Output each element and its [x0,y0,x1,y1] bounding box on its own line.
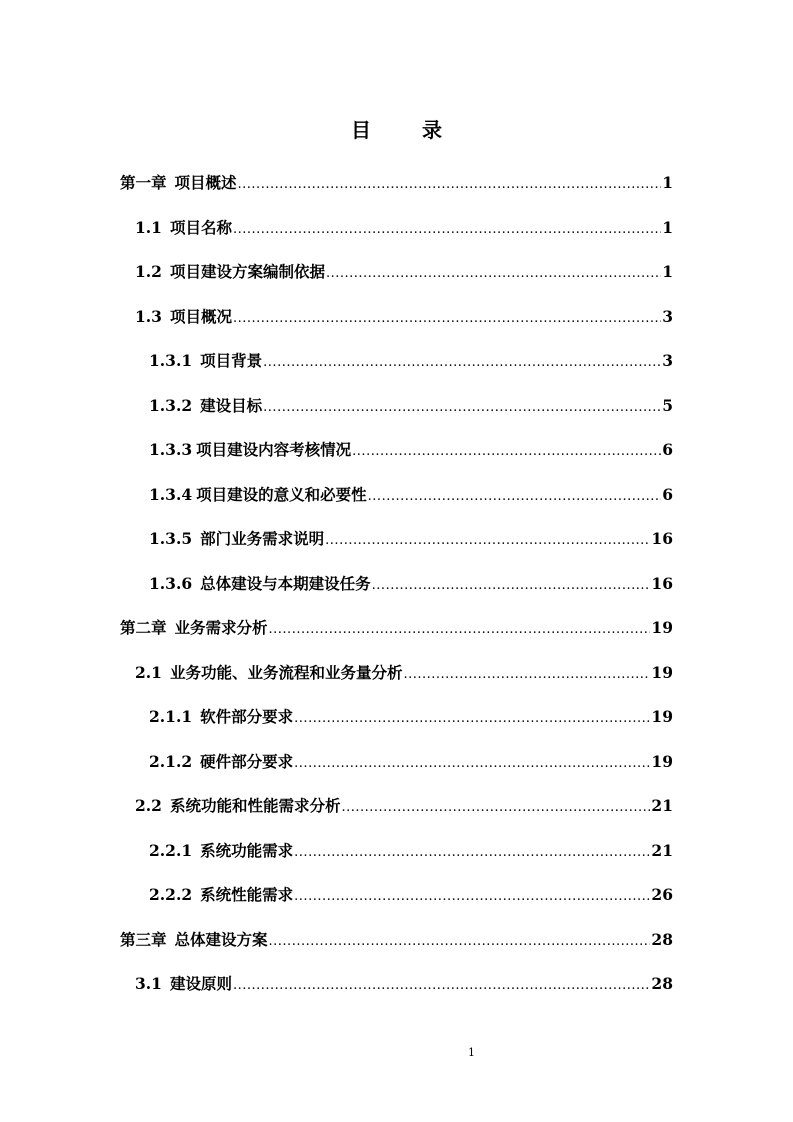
toc-entry-page: 3 [662,306,673,326]
toc-entry-page: 1 [662,173,673,192]
dot-leader [269,618,651,642]
toc-entry-number: 1.2 [135,262,162,281]
toc-entry-3-1[interactable] [0,972,673,1017]
dot-leader [294,752,650,776]
dot-leader [263,396,661,420]
toc-entry-text: 项目建设的意义和必要性 [196,484,367,504]
dot-leader [325,529,650,553]
toc-entry-number: 第一章 [120,173,167,192]
toc-entry-number: 第三章 [120,929,167,949]
toc-entry-number: 1.3.1 [149,351,193,370]
toc-entry-label [149,349,262,373]
toc-entry-page: 6 [662,440,673,459]
toc-entry-number: 1.3.6 [149,573,193,593]
toc-entry-chapter-2[interactable] [0,616,673,661]
toc-entry-2-1[interactable] [0,661,673,706]
toc-entry-page: 1 [662,262,673,281]
toc-entry-text: 业务功能、业务流程和业务量分析 [169,662,403,682]
toc-entry-label [120,171,237,195]
dot-leader [403,663,650,687]
toc-entry-page: 16 [651,529,673,548]
toc-entry-number: 2.2.1 [149,840,193,860]
toc-entry-label [149,527,324,551]
toc-entry-text: 项目概况 [169,306,232,326]
toc-entry-1-3-3[interactable] [0,438,673,483]
toc-entry-number: 2.1.2 [149,751,193,771]
toc-entry-label [135,972,232,996]
toc-entry-text: 部门业务需求说明 [200,529,325,548]
toc-entry-1-2[interactable] [0,260,673,305]
dot-leader [372,574,651,598]
toc-entry-page: 21 [651,840,673,860]
toc-entry-number: 2.2 [135,796,162,815]
toc-entry-number: 2.2.2 [149,885,193,904]
toc-entry-text: 项目名称 [169,217,232,237]
toc-entry-number: 2.1.1 [149,707,193,726]
toc-entry-page: 5 [662,395,673,415]
dot-leader [341,796,650,820]
toc-entry-page: 3 [662,351,673,370]
toc-entry-1-1[interactable] [0,216,673,261]
toc-entry-label [149,750,293,774]
toc-entry-chapter-3[interactable] [0,928,673,973]
toc-entry-label [149,572,371,596]
toc-entry-label [135,794,340,818]
dot-leader [294,841,650,865]
toc-entry-page: 26 [651,885,673,904]
dot-leader [238,173,662,197]
toc-entry-text: 系统功能需求 [200,840,294,860]
toc-entry-text: 硬件部分要求 [200,751,294,771]
dot-leader [368,485,662,509]
page-number: 1 [468,1046,475,1059]
dot-leader [352,440,661,464]
toc-entry-number: 3.1 [135,974,162,993]
toc-entry-text: 软件部分要求 [200,707,294,726]
toc-entry-1-3-1[interactable] [0,349,673,394]
toc-entry-text: 项目背景 [200,351,263,370]
toc-entry-chapter-1[interactable] [0,171,673,216]
toc-entry-2-2-2[interactable] [0,883,673,928]
toc-entry-number: 1.3.3 [149,440,193,459]
toc-entry-text: 系统性能需求 [200,885,294,904]
toc-entry-number: 1.3 [135,306,162,326]
toc-entry-text: 总体建设与本期建设任务 [200,573,371,593]
dot-leader [326,262,661,286]
toc-entry-text: 项目概述 [174,173,237,192]
toc-entry-2-1-2[interactable] [0,750,673,795]
dot-leader [233,218,661,242]
toc-list [0,171,793,1017]
toc-entry-page: 19 [651,751,673,771]
toc-entry-label [135,216,232,240]
toc-entry-1-3[interactable] [0,305,673,350]
dot-leader [233,307,661,331]
toc-entry-label [149,394,262,418]
toc-entry-number: 1.3.5 [149,529,193,548]
toc-entry-page: 19 [651,662,673,682]
toc-entry-page: 19 [651,707,673,726]
toc-title: 目 录 [351,118,464,142]
toc-entry-2-1-1[interactable] [0,705,673,750]
toc-entry-page: 28 [651,929,673,949]
toc-entry-number: 1.1 [135,217,162,237]
toc-entry-page: 28 [651,974,673,993]
toc-entry-page: 19 [651,618,673,637]
toc-entry-2-2-1[interactable] [0,839,673,884]
toc-entry-1-3-6[interactable] [0,572,673,617]
toc-entry-text: 建设原则 [169,974,232,993]
toc-entry-text: 系统功能和性能需求分析 [169,796,341,815]
toc-entry-number: 1.3.4 [149,484,193,504]
toc-entry-label [149,705,293,729]
toc-entry-page: 1 [662,217,673,237]
dot-leader [263,351,661,375]
toc-entry-1-3-4[interactable] [0,483,673,528]
toc-entry-label [120,928,268,952]
toc-entry-text: 总体建设方案 [174,929,268,949]
toc-entry-2-2[interactable] [0,794,673,839]
toc-entry-label [120,616,268,640]
dot-leader [294,885,650,909]
toc-entry-page: 16 [651,573,673,593]
toc-entry-text: 建设目标 [200,395,263,415]
toc-entry-number: 第二章 [120,618,167,637]
toc-entry-text: 项目建设内容考核情况 [196,440,352,459]
toc-entry-number: 1.3.2 [149,395,193,415]
toc-entry-page: 21 [651,796,673,815]
toc-entry-number: 2.1 [135,662,162,682]
toc-entry-text: 业务需求分析 [174,618,268,637]
toc-entry-label [149,438,351,462]
toc-entry-text: 项目建设方案编制依据 [169,262,325,281]
toc-entry-label [135,260,325,284]
dot-leader [233,974,650,998]
dot-leader [269,930,651,954]
dot-leader [294,707,650,731]
toc-entry-label [149,839,293,863]
toc-entry-page: 6 [662,484,673,504]
toc-entry-label [135,661,402,685]
toc-entry-label [149,483,367,507]
toc-entry-1-3-2[interactable] [0,394,673,439]
toc-entry-label [149,883,293,907]
toc-entry-label [135,305,232,329]
toc-entry-1-3-5[interactable] [0,527,673,572]
